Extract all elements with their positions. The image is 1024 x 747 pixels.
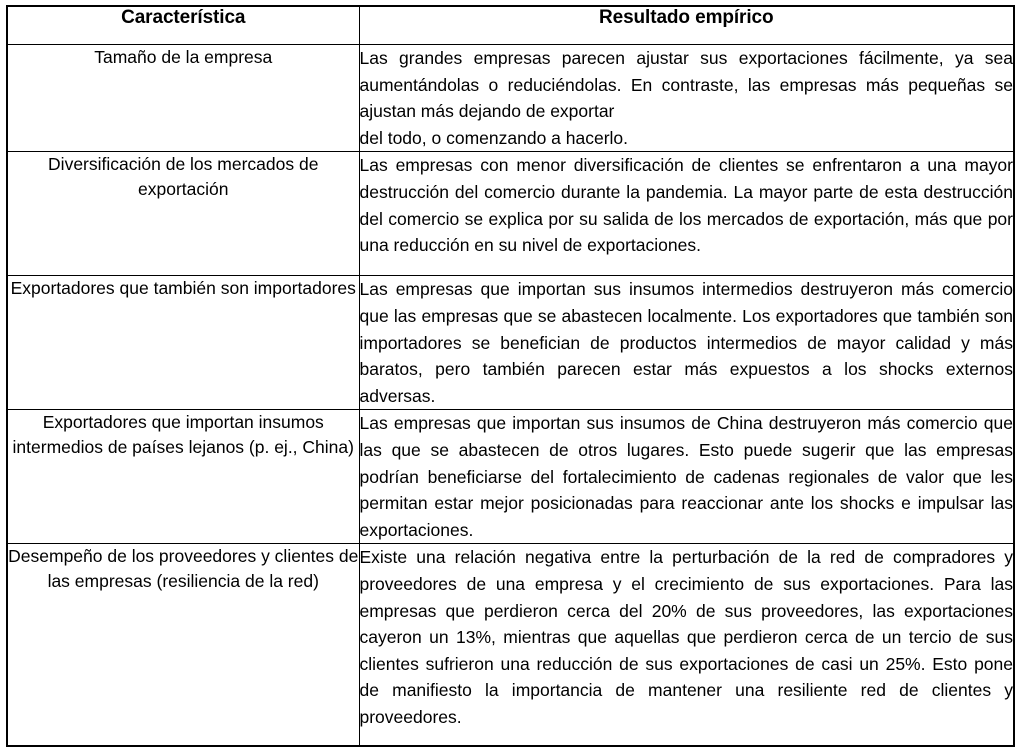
cell-result-paragraph: Existe una relación negativa entre la perturbación de la red de compradores y proveedores de una empresa y el crecimiento de sus exportaciones. Para las empresas que perdieron cerca del 20% de sus proveedores, las exportaciones cayeron un 13%, mientras que aquellas que perdieron cerca de un tercio de sus clientes sufrieron una reducción de sus exportaciones de casi un 25%. Esto pone de manifiesto la importancia de mantener una resiliente red de clientes y proveedores.: [359, 547, 1013, 727]
cell-result-paragraph: Las empresas que importan sus insumos intermedios destruyeron más comercio que las empresas que se abastecen localmente. Los exportadores que también son importadores se benefician de productos intermedios de mayor calidad y más baratos, pero también parecen estar más expuestos a los shocks externos adversas.: [359, 279, 1013, 406]
cell-result: [359, 276, 1014, 410]
cell-feature: Exportadores que también son importadores: [7, 276, 359, 410]
cell-result: [359, 544, 1014, 747]
cell-result-paragraph: Las grandes empresas parecen ajustar sus exportaciones fácilmente, ya sea aumentándolas o reduciéndolas. En contraste, las empresas más pequeñas se ajustan más dejando de exportar: [359, 48, 1013, 122]
table-row: [7, 544, 1014, 747]
table-row: [7, 152, 1014, 276]
cell-feature: Exportadores que importan insumos intermedios de países lejanos (p. ej., China): [7, 410, 359, 544]
empirical-results-table: [6, 5, 1015, 747]
table-body: [7, 45, 1014, 747]
table-row: [7, 276, 1014, 410]
table-row: [7, 410, 1014, 544]
cell-result: [359, 410, 1014, 544]
cell-result: [359, 45, 1014, 152]
cell-result-paragraph: Las empresas con menor diversificación de clientes se enfrentaron a una mayor destrucción del comercio durante la pandemia. La mayor parte de esta destrucción del comercio se explica por su salida de los mercados de exportación, más que por una reducción en su nivel de exportaciones.: [359, 155, 1013, 256]
cell-feature: Tamaño de la empresa: [7, 45, 359, 152]
cell-feature: Desempeño de los proveedores y clientes de las empresas (resiliencia de la red): [7, 544, 359, 747]
table-row: [7, 45, 1014, 152]
empirical-results-table-container: [6, 5, 1013, 730]
cell-result-paragraph-secondary: del todo, o comenzando a hacerlo.: [359, 127, 629, 148]
cell-feature: Diversificación de los mercados de exportación: [7, 152, 359, 276]
cell-result-paragraph: Las empresas que importan sus insumos de China destruyeron más comercio que las que se abastecen de otros lugares. Esto puede sugerir que las empresas podrían beneficiarse del fortalecimiento de cadenas regionales de valor que les permitan estar mejor posicionadas para reaccionar ante los shocks e impulsar las exportaciones.: [359, 413, 1013, 540]
column-header-result: Resultado empírico: [359, 6, 1014, 45]
column-header-feature: Característica: [7, 6, 359, 45]
table-header-row: [7, 6, 1014, 45]
table-header: [7, 6, 1014, 45]
cell-result: [359, 152, 1014, 276]
